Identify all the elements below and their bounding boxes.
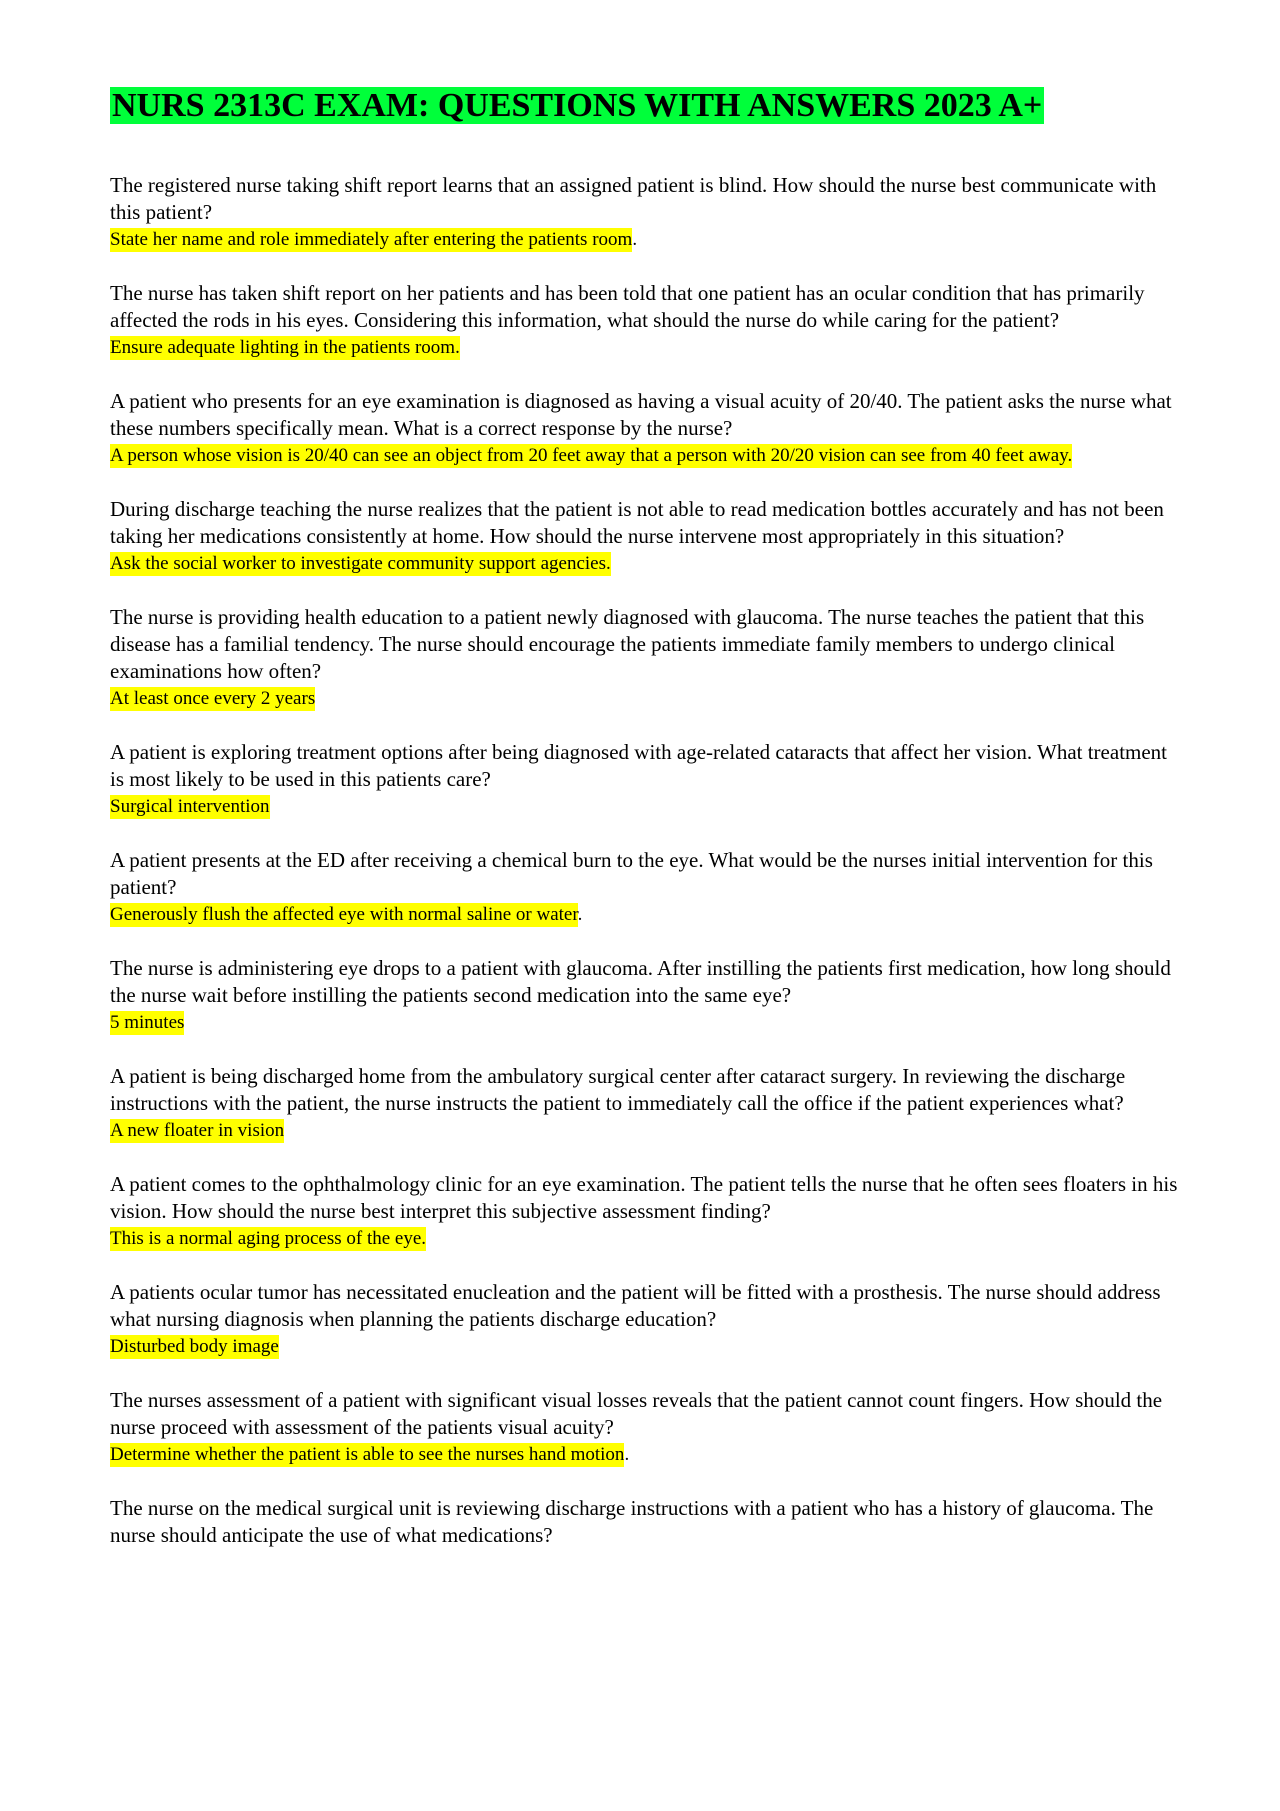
question-text: The nurse has taken shift report on her patients and has been told that one patient has an ocular condition that has primarily affected the rods in his eyes. Considering this information, what should the nurse do while caring for the patient? — [110, 281, 1145, 332]
question-text: The nurse is administering eye drops to a patient with glaucoma. After instilling the patients first medication, how long should the nurse wait before instilling the patients second medication into the same eye? — [110, 956, 1171, 1007]
question-text: A patient is being discharged home from the ambulatory surgical center after cataract surgery. In reviewing the discharge instructions with the patient, the nurse instructs the patient to immediately call the office if the patient experiences what? — [110, 1064, 1126, 1115]
answer-highlight: Ensure adequate lighting in the patients room. — [110, 337, 460, 358]
question-text: A patient is exploring treatment options after being diagnosed with age-related cataracts that affect her vision. What treatment is most likely to be used in this patients care? — [110, 740, 1168, 791]
answer-text — [110, 334, 1180, 361]
answer-highlight: This is a normal aging process of the eye. — [110, 1228, 427, 1249]
answer-highlight: Generously flush the affected eye with normal saline or water — [110, 904, 578, 925]
answer-text — [110, 685, 1180, 712]
answer-text — [110, 1225, 1180, 1252]
qa-item — [110, 172, 1180, 253]
qa-item — [110, 604, 1180, 712]
qa-item — [110, 955, 1180, 1036]
answer-tail: . — [632, 229, 638, 250]
answer-highlight: Determine whether the patient is able to see the nurses hand motion — [110, 1444, 625, 1465]
answer-highlight: A new floater in vision — [110, 1120, 285, 1141]
question-text: A patient who presents for an eye examination is diagnosed as having a visual acuity of 20/40. The patient asks the nurse what these numbers specifically mean. What is a correct response by the nurse? — [110, 389, 1172, 440]
document-title-text: NURS 2313C EXAM: QUESTIONS WITH ANSWERS 2023 A+ — [112, 87, 1043, 124]
qa-item — [110, 1279, 1180, 1360]
question-text: A patient comes to the ophthalmology clinic for an eye examination. The patient tells the nurse that he often sees floaters in his vision. How should the nurse best interpret this subjective assessment finding? — [110, 1172, 1178, 1223]
answer-tail: . — [624, 1444, 630, 1465]
qa-item — [110, 1171, 1180, 1252]
answer-text — [110, 1333, 1180, 1360]
question-text: The nurses assessment of a patient with significant visual losses reveals that the patient cannot count fingers. How should the nurse proceed with assessment of the patients visual acuity? — [110, 1388, 1163, 1439]
answer-text — [110, 442, 1180, 469]
question-text: During discharge teaching the nurse realizes that the patient is not able to read medication bottles accurately and has not been taking her medications consistently at home. How should the nurse intervene most appropriately in this situation? — [110, 497, 1164, 548]
answer-text — [110, 901, 1180, 928]
qa-item — [110, 739, 1180, 820]
answer-text — [110, 1117, 1180, 1144]
qa-item — [110, 280, 1180, 361]
answer-highlight: Surgical intervention — [110, 796, 270, 817]
answer-text — [110, 793, 1180, 820]
question-text: The nurse on the medical surgical unit is reviewing discharge instructions with a patient who has a history of glaucoma. The nurse should anticipate the use of what medications? — [110, 1496, 1154, 1547]
question-text: A patients ocular tumor has necessitated enucleation and the patient will be fitted with a prosthesis. The nurse should address what nursing diagnosis when planning the patients discharge education? — [110, 1280, 1161, 1331]
qa-list — [110, 172, 1180, 1549]
qa-item — [110, 388, 1180, 469]
qa-item — [110, 1495, 1180, 1549]
answer-text — [110, 226, 1180, 253]
qa-item — [110, 1387, 1180, 1468]
document-title — [110, 86, 1180, 126]
answer-highlight: State her name and role immediately after entering the patients room — [110, 229, 633, 250]
answer-highlight: Ask the social worker to investigate community support agencies. — [110, 553, 611, 574]
answer-highlight: At least once every 2 years — [110, 688, 316, 709]
question-text: The nurse is providing health education to a patient newly diagnosed with glaucoma. The nurse teaches the patient that this disease has a familial tendency. The nurse should encourage the patients immediate family members to undergo clinical examinations how often? — [110, 605, 1145, 683]
answer-highlight: 5 minutes — [110, 1012, 185, 1033]
qa-item — [110, 496, 1180, 577]
question-text: A patient presents at the ED after receiving a chemical burn to the eye. What would be the nurses initial intervention for this patient? — [110, 848, 1153, 899]
answer-text — [110, 550, 1180, 577]
qa-item — [110, 847, 1180, 928]
answer-text — [110, 1441, 1180, 1468]
question-text: The registered nurse taking shift report learns that an assigned patient is blind. How should the nurse best communicate with this patient? — [110, 173, 1157, 224]
answer-tail: . — [577, 904, 583, 925]
answer-highlight: Disturbed body image — [110, 1336, 279, 1357]
answer-text — [110, 1009, 1180, 1036]
answer-highlight: A person whose vision is 20/40 can see an object from 20 feet away that a person with 20/20 vision can see from 40 feet away. — [110, 445, 1073, 466]
qa-item — [110, 1063, 1180, 1144]
document-page — [110, 86, 1180, 1576]
